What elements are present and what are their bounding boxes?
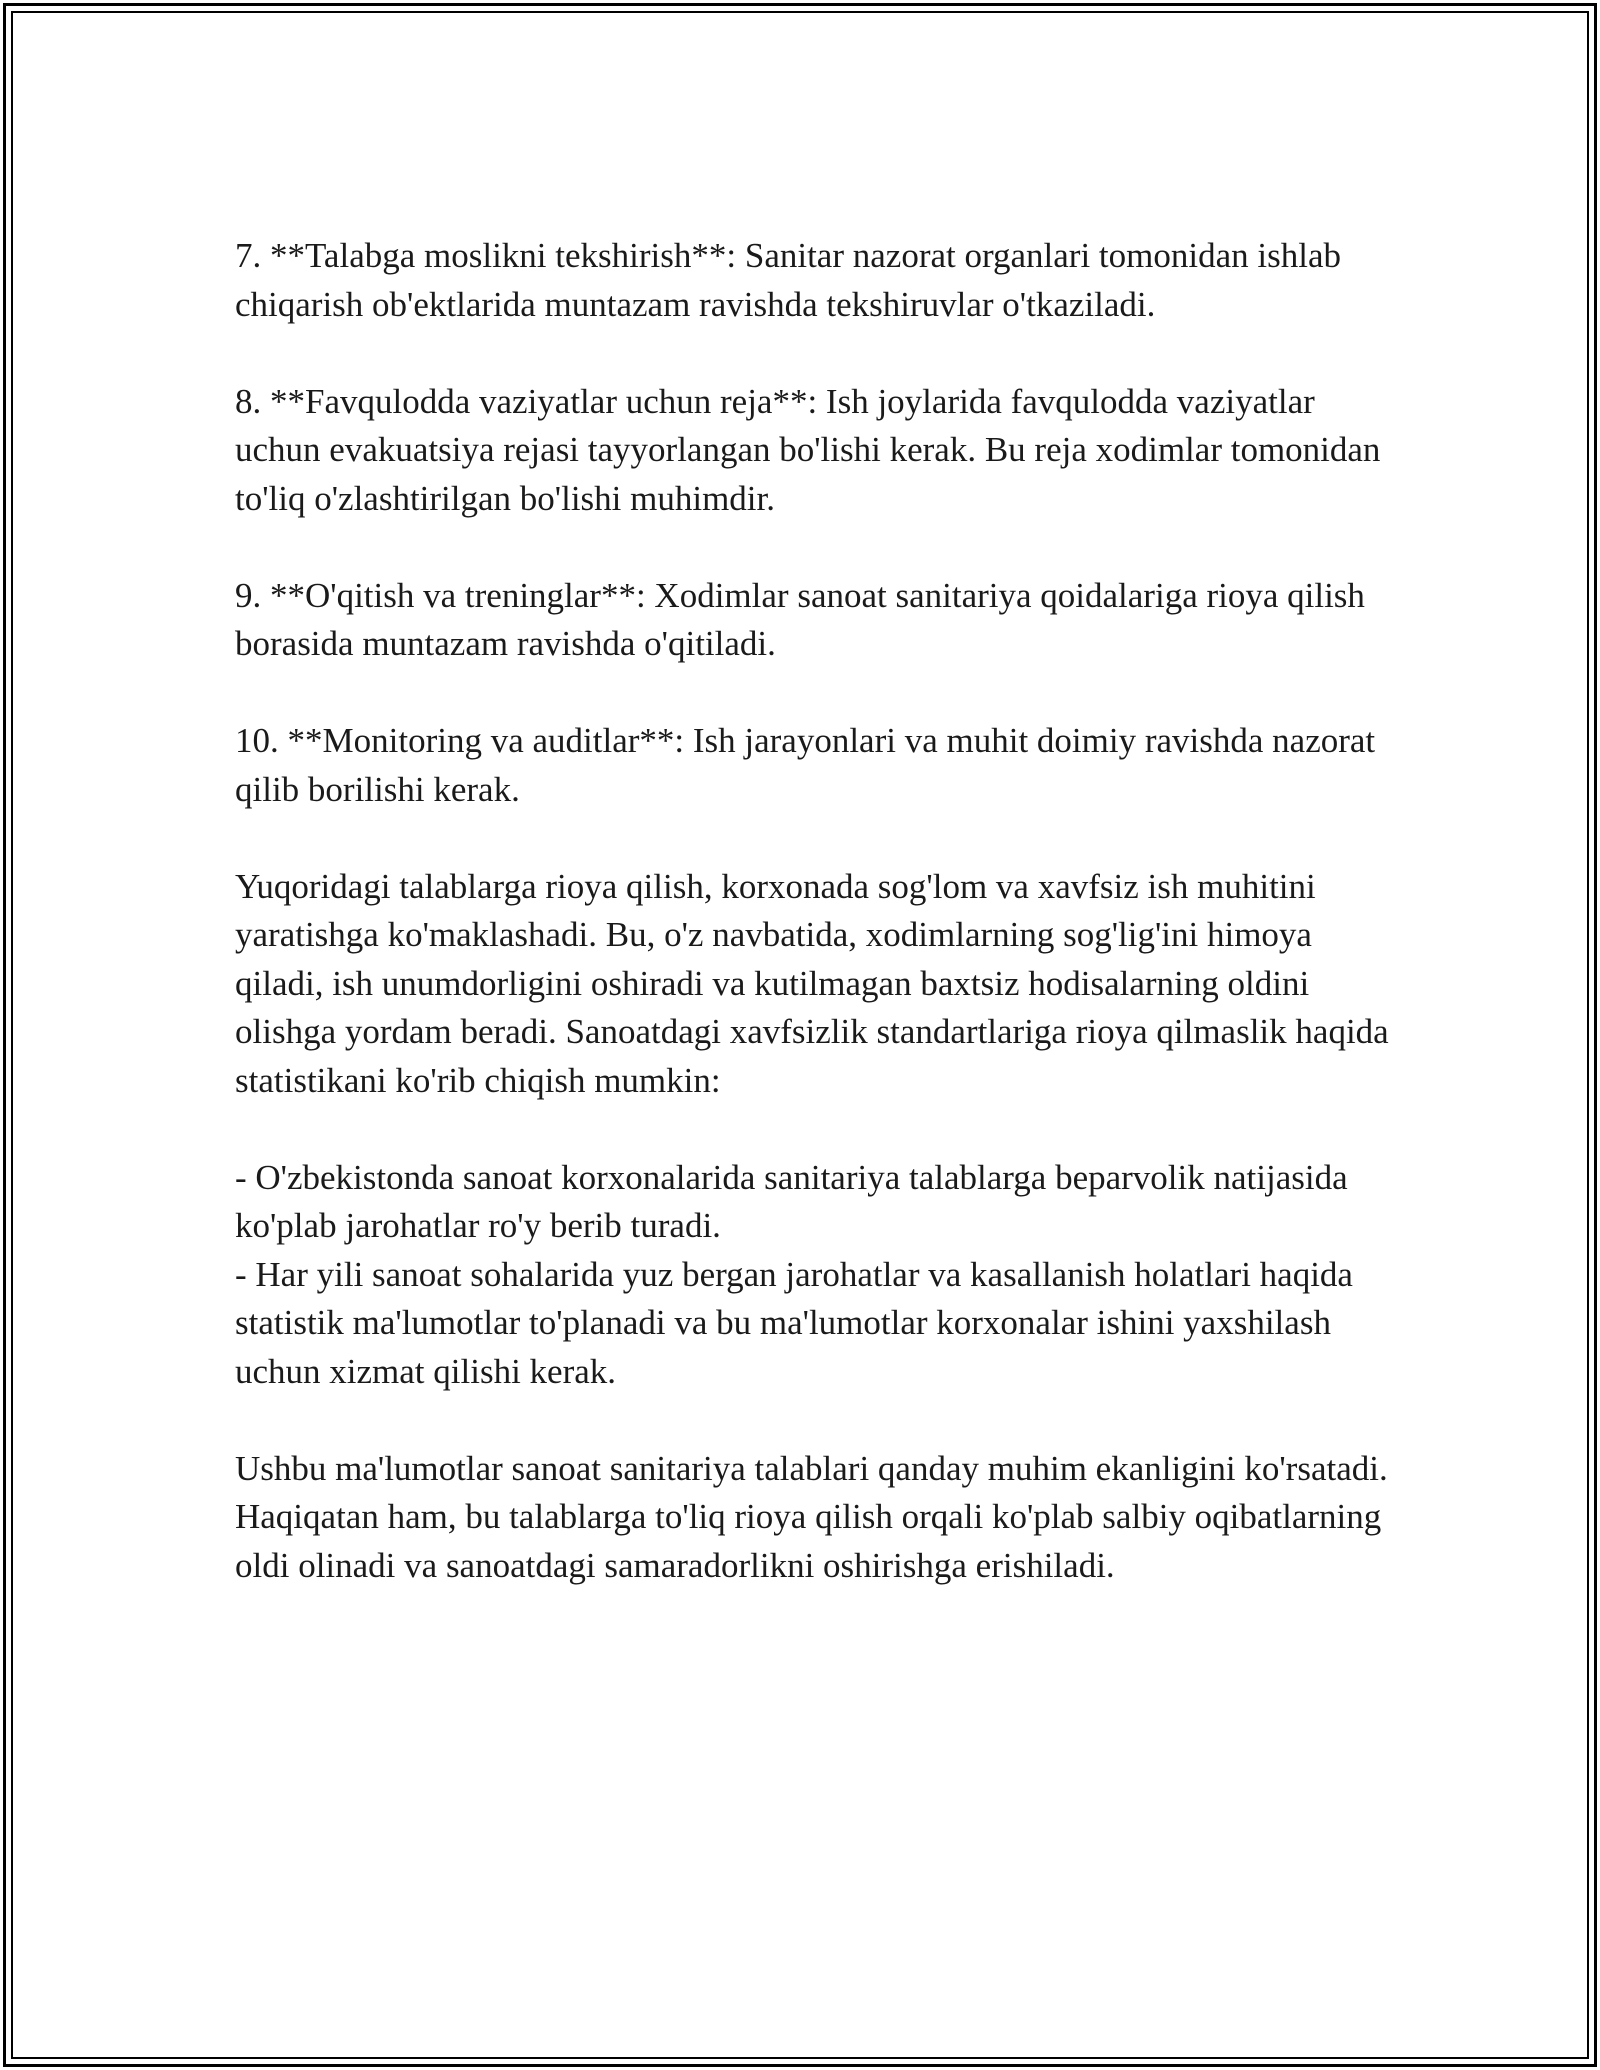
paragraph-item-7: 7. **Talabga moslikni tekshirish**: Sanitar nazorat organlari tomonidan ishlab chiqarish ob'ektlarida muntazam ravishda tekshiruvlar o'tkaziladi.	[235, 236, 1341, 324]
list-item: - Har yili sanoat sohalarida yuz bergan jarohatlar va kasallanish holatlari haqida statistik ma'lumotlar to'planadi va bu ma'lumotlar korxonalar ishini yaxshilash uchun xizmat qilishi kerak.	[235, 1254, 1353, 1391]
bullet-list	[235, 1154, 1395, 1397]
document-body	[235, 232, 1395, 1590]
list-item: - O'zbekistonda sanoat korxonalarida sanitariya talablarga beparvolik natijasida ko'plab jarohatlar ro'y berib turadi.	[235, 1157, 1348, 1245]
paragraph-item-10: 10. **Monitoring va auditlar**: Ish jarayonlari va muhit doimiy ravishda nazorat qilib borilishi kerak.	[235, 721, 1376, 809]
paragraph-summary: Yuqoridagi talablarga rioya qilish, korxonada sog'lom va xavfsiz ish muhitini yaratishga ko'maklashadi. Bu, o'z navbatida, xodimlarning sog'lig'ini himoya qiladi, ish unumdorligini oshiradi va kutilmagan baxtsiz hodisalarning oldini olishga yordam beradi. Sanoatdagi xavfsizlik standartlariga rioya qilmaslik haqida statistikani ko'rib chiqish mumkin:	[235, 866, 1389, 1100]
paragraph-closing: Ushbu ma'lumotlar sanoat sanitariya talablari qanday muhim ekanligini ko'rsatadi. Haqiqatan ham, bu talablarga to'liq rioya qilish orqali ko'plab salbiy oqibatlarning oldi olinadi va sanoatdagi samaradorlikni oshirishga erishiladi.	[235, 1448, 1388, 1585]
paragraph-item-8: 8. **Favqulodda vaziyatlar uchun reja**: Ish joylarida favqulodda vaziyatlar uchun evakuatsiya rejasi tayyorlangan bo'lishi kerak. Bu reja xodimlar tomonidan to'liq o'zlashtirilgan bo'lishi muhimdir.	[235, 381, 1381, 518]
paragraph-item-9: 9. **O'qitish va treninglar**: Xodimlar sanoat sanitariya qoidalariga rioya qilish borasida muntazam ravishda o'qitiladi.	[235, 575, 1365, 663]
